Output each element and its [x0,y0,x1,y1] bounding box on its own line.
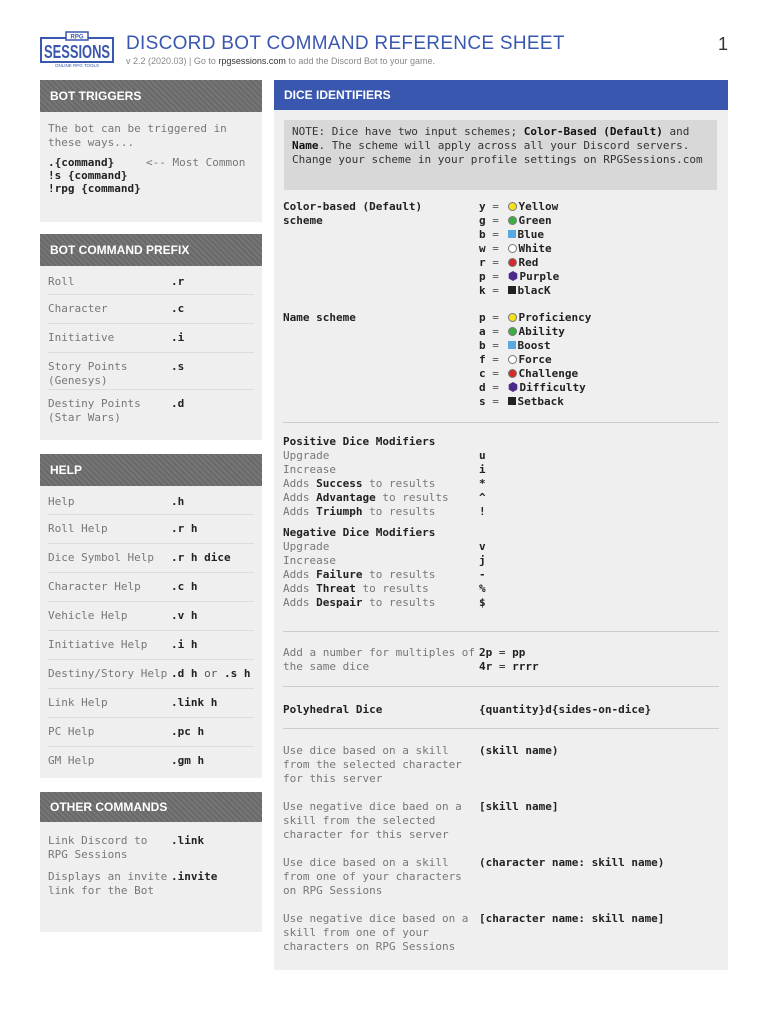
command-value: .d [171,397,185,410]
command-row [48,544,254,572]
skill-dice-label: Use dice based on a skill from one of your characters on RPG Sessions [283,856,462,897]
modifier-row [283,540,719,554]
command-row [48,660,254,688]
scheme-note: NOTE: Dice have two input schemes; Color-Based (Default) and Name. The scheme will apply across all your Discord servers. Change your scheme in your profile settings on RPGSessions.com [284,120,717,190]
command-row [48,266,254,294]
color-scheme-list [479,200,559,298]
red-die-icon [508,258,517,267]
command-value: .r h dice [171,551,231,564]
name-scheme-label: Name scheme [283,311,356,324]
yellow-die-icon [508,202,517,211]
dice-key: s [479,395,486,408]
modifier-label: Upgrade [283,540,330,553]
command-label: Destiny/Story Help [48,667,168,680]
command-label: Character Help [48,580,141,593]
equals: = [485,395,506,408]
command-value: .i h [171,638,198,651]
trigger-row [48,169,254,182]
rpg-sessions-logo [40,30,114,68]
modifier-label: Upgrade [283,449,330,462]
command-value: .invite [171,870,218,883]
command-value: .c h [171,580,198,593]
trigger-row [48,156,254,169]
trigger-command: !s {command} [48,169,128,182]
multiple-input: 2p [479,646,493,659]
dice-key: p [479,270,486,283]
dice-key: f [479,353,486,366]
multiples-row [283,646,539,674]
bot-triggers-intro: The bot can be triggered in these ways... [48,122,227,149]
command-row [48,295,254,323]
modifier-label: Adds Despair to results [283,596,436,609]
equals: = [485,367,506,380]
modifier-result: Advantage [316,491,376,504]
boost-die-icon [508,341,516,349]
equals: = [485,214,506,227]
challenge-die-icon [508,369,517,378]
dice-key: b [479,228,486,241]
equals: = [485,256,506,269]
dice-key: d [479,381,486,394]
polyhedral-label: Polyhedral Dice [283,703,383,716]
modifier-symbol: % [479,582,486,595]
purple-die-icon [508,271,518,281]
modifier-row [283,582,719,596]
dice-entry [479,256,559,270]
proficiency-die-icon [508,313,517,322]
dice-entry [479,270,559,284]
name-scheme-list [479,311,591,409]
positive-modifiers-title: Positive Dice Modifiers [283,435,436,448]
command-row [48,747,254,775]
equals: = [485,311,506,324]
equals: = [485,228,506,241]
skill-dice-row [283,744,558,786]
dice-name: Blue [517,228,544,241]
polyhedral-value: {quantity}d{sides-on-dice} [479,703,652,716]
multiple-input: 4r [479,660,493,673]
trigger-command: !rpg {command} [48,182,141,195]
skill-dice-label: Use negative dice based on a skill from one of your characters on RPG Sessions [283,912,469,953]
skill-dice-syntax: [character name: skill name] [479,912,665,925]
multiple-example [479,660,539,674]
skill-dice-row [283,856,664,898]
command-label: Initiative [48,331,115,344]
dice-name: Force [518,353,552,366]
command-value: .link [171,834,205,847]
command-label: Vehicle Help [48,609,128,622]
command-value: .c [171,302,185,315]
setback-die-icon [508,397,516,405]
modifier-symbol: $ [479,596,486,609]
divider [283,631,719,632]
black-die-icon [508,286,516,294]
command-label: PC Help [48,725,95,738]
other-commands-heading: OTHER COMMANDS [40,792,262,822]
dice-key: y [479,200,486,213]
trigger-note: <-- Most Common [146,156,246,169]
skill-dice-label: Use dice based on a skill from the selected character for this server [283,744,462,785]
skill-dice-syntax: [skill name] [479,800,559,813]
command-value: .i [171,331,185,344]
command-row [48,324,254,352]
equals: = [485,242,506,255]
dice-name: White [518,242,552,255]
dice-identifiers-heading: DICE IDENTIFIERS [274,80,728,110]
dice-name: Green [518,214,552,227]
modifier-row [283,554,719,568]
color-scheme-label: Color-based (Default) scheme [283,200,423,227]
modifier-symbol: v [479,540,486,553]
dice-entry [479,311,591,325]
dice-name: Boost [517,339,551,352]
modifier-symbol: ^ [479,491,486,504]
help-panel [40,454,262,778]
dice-entry [479,228,559,242]
command-label: Displays an invite link for the Bot [48,870,168,897]
dice-identifiers-panel [274,80,728,970]
command-label: GM Help [48,754,95,767]
modifier-label: Adds Advantage to results [283,491,449,504]
modifier-row [283,449,719,463]
equals: = [485,339,506,352]
skill-dice-row [283,800,558,842]
dice-key: w [479,242,486,255]
modifier-symbol: - [479,568,486,581]
svg-text:SESSIONS: SESSIONS [44,42,110,62]
command-value: .s [171,360,185,373]
command-row [48,862,254,898]
equals: = [485,353,506,366]
command-label: Destiny Points (Star Wars) [48,397,141,424]
dice-key: k [479,284,486,297]
dice-entry [479,339,591,353]
command-row [48,631,254,659]
or-text: or [197,667,224,680]
modifier-symbol: * [479,477,486,490]
skill-dice-syntax: (skill name) [479,744,559,757]
command-label: Initiative Help [48,638,148,651]
dice-name: blacK [517,284,551,297]
command-label: Link Discord to RPG Sessions [48,834,148,861]
command-value: .gm h [171,754,205,767]
svg-text:ONLINE RPG TOOLS: ONLINE RPG TOOLS [54,63,100,68]
command-value: .h [171,495,185,508]
command-row [48,515,254,543]
command-row [48,486,254,514]
command-row [48,822,254,862]
command-value: .r h [171,522,198,535]
modifier-row [283,568,719,582]
equals: = [485,284,506,297]
command-row [48,718,254,746]
green-die-icon [508,216,517,225]
polyhedral-row [283,703,651,717]
command-row [48,390,254,426]
multiple-output: pp [512,646,526,659]
page-number: 1 [718,34,729,54]
other-commands-panel [40,792,262,932]
modifier-symbol: u [479,449,486,462]
skill-dice-syntax: (character name: skill name) [479,856,665,869]
command-value: .v h [171,609,198,622]
multiple-example [479,646,539,660]
ability-die-icon [508,327,517,336]
dice-entry [479,395,591,409]
command-label: Roll [48,275,75,288]
command-row [48,353,254,389]
command-label: Link Help [48,696,108,709]
dice-entry [479,381,591,395]
divider [283,422,719,423]
modifier-result: Success [316,477,363,490]
equals: = [485,381,506,394]
modifier-row [283,505,719,519]
modifier-row [283,491,719,505]
dice-name: Proficiency [518,311,592,324]
divider [283,686,719,687]
modifier-result: Threat [316,582,356,595]
prefix-panel [40,234,262,440]
dice-key: b [479,339,486,352]
blue-die-icon [508,230,516,238]
dice-key: p [479,311,486,324]
command-label: Help [48,495,75,508]
multiples-label: Add a number for multiples of the same dice [283,646,476,673]
modifier-label: Increase [283,554,336,567]
modifier-symbol: i [479,463,486,476]
command-value [171,667,251,681]
skill-dice-label: Use negative dice baed on a skill from the selected character for this server [283,800,462,841]
divider [283,728,719,729]
command-value-b: .s h [224,667,251,680]
modifier-label: Adds Threat to results [283,582,429,595]
bot-triggers-heading: BOT TRIGGERS [40,80,262,112]
page-subtitle: v 2.2 (2020.03) | Go to rpgsessions.com to add the Discord Bot to your game. [126,56,436,66]
multiple-output: rrrr [512,660,539,673]
help-heading: HELP [40,454,262,486]
modifier-row [283,463,719,477]
dice-name: Purple [519,270,560,283]
dice-entry [479,200,559,214]
dice-entry [479,367,591,381]
negative-modifiers-title: Negative Dice Modifiers [283,526,436,539]
modifier-result: Failure [316,568,363,581]
force-die-icon [508,355,517,364]
trigger-command: .{command} [48,156,115,169]
dice-key: c [479,367,486,380]
dice-name: Difficulty [519,381,586,394]
modifier-row [283,596,719,610]
equals: = [492,660,513,673]
command-row [48,602,254,630]
modifier-symbol: j [479,554,486,567]
dice-entry [479,242,559,256]
positive-modifiers [283,435,719,610]
modifier-label: Increase [283,463,336,476]
command-label: Character [48,302,108,315]
dice-entry [479,353,591,367]
dice-entry [479,214,559,228]
dice-key: a [479,325,486,338]
page-title: DISCORD BOT COMMAND REFERENCE SHEET [126,33,565,54]
modifier-symbol: ! [479,505,486,518]
white-die-icon [508,244,517,253]
command-row [48,573,254,601]
modifier-result: Triumph [316,505,363,518]
command-value-a: .d h [171,667,198,680]
skill-dice-row [283,912,664,954]
equals: = [492,646,513,659]
prefix-heading: BOT COMMAND PREFIX [40,234,262,266]
modifier-label: Adds Success to results [283,477,436,490]
command-label: Dice Symbol Help [48,551,154,564]
dice-entry [479,325,591,339]
command-label: Story Points (Genesys) [48,360,128,387]
dice-name: Ability [518,325,565,338]
equals: = [485,200,506,213]
equals: = [485,270,506,283]
dice-name: Yellow [518,200,559,213]
modifier-label: Adds Failure to results [283,568,436,581]
modifier-label: Adds Triumph to results [283,505,436,518]
dice-key: g [479,214,486,227]
command-label: Roll Help [48,522,108,535]
difficulty-die-icon [508,382,518,392]
command-value: .link h [171,696,218,709]
svg-text:RPG: RPG [70,34,84,41]
equals: = [485,325,506,338]
rpgsessions-link[interactable]: rpgsessions.com [218,56,286,66]
dice-name: Setback [517,395,564,408]
bot-triggers-panel [40,80,262,222]
modifier-result: Despair [316,596,363,609]
command-row [48,689,254,717]
dice-key: r [479,256,486,269]
dice-name: Challenge [518,367,579,380]
trigger-row [48,182,254,195]
command-value: .pc h [171,725,205,738]
command-value: .r [171,275,185,288]
dice-name: Red [518,256,539,269]
dice-entry [479,284,559,298]
modifier-row [283,477,719,491]
